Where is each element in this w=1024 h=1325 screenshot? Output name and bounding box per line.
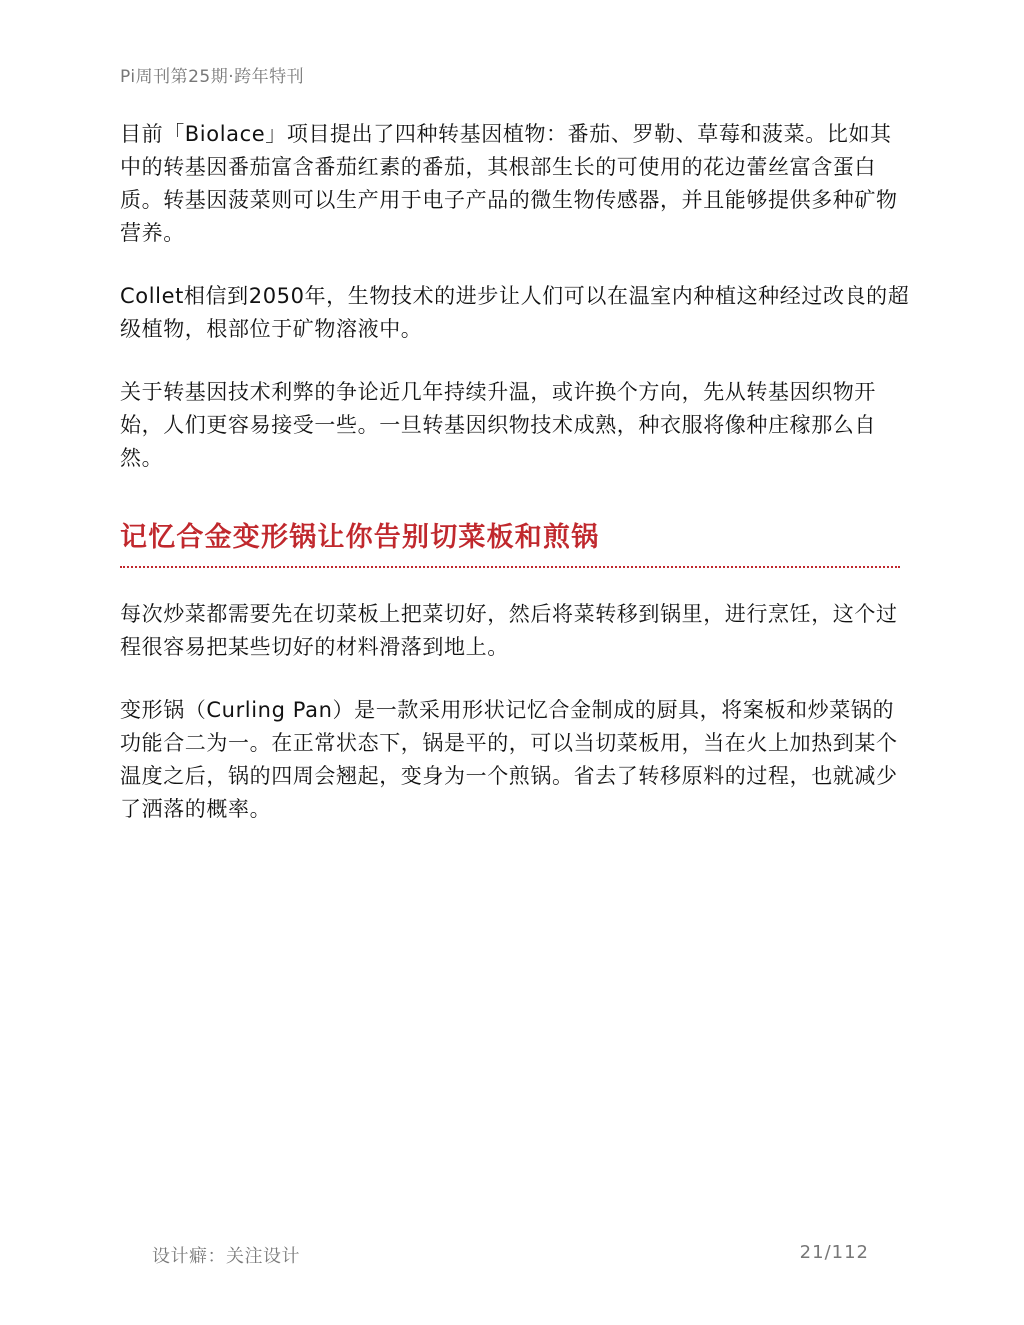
- paragraph-cooking: 每次炒菜都需要先在切菜板上把菜切好，然后将菜转移到锅里，进行烹饪，这个过程很容易把某些切好的材料滑落到地上。: [120, 602, 898, 659]
- paragraph-curling-pan: 变形锅（Curling Pan）是一款采用形状记忆合金制成的厨具，将案板和炒菜锅的功能合二为一。在正常状态下，锅是平的，可以当切菜板用，当在火上加热到某个温度之后，锅的四周会翘起，变身为一个煎锅。省去了转移原料的过程，也就减少了洒落的概率。: [120, 698, 898, 821]
- page-number: 21/112: [799, 1242, 869, 1263]
- paragraph-gm-debate: 关于转基因技术利弊的争论近几年持续升温，或许换个方向，先从转基因织物开始，人们更容易接受一些。一旦转基因织物技术成熟，种衣服将像种庄稼那么自然。: [120, 380, 876, 470]
- running-header: Pi周刊第25期·跨年特刊: [120, 67, 305, 87]
- article-content: [120, 118, 910, 856]
- paragraph-biolace: 目前「Biolace」项目提出了四种转基因植物：番茄、罗勒、草莓和菠菜。比如其中的转基因番茄富含番茄红素的番茄，其根部生长的可使用的花边蕾丝富含蛋白质。转基因菠菜则可以生产用于电子产品的微生物传感器，并且能够提供多种矿物营养。: [120, 122, 898, 245]
- section-title: 记忆合金变形锅让你告别切菜板和煎锅: [120, 520, 900, 568]
- paragraph-collet: Collet相信到2050年，生物技术的进步让人们可以在温室内种植这种经过改良的超级植物，根部位于矿物溶液中。: [120, 284, 910, 341]
- footer-site-name: 设计癖：关注设计: [152, 1246, 300, 1267]
- section-body: [120, 598, 910, 826]
